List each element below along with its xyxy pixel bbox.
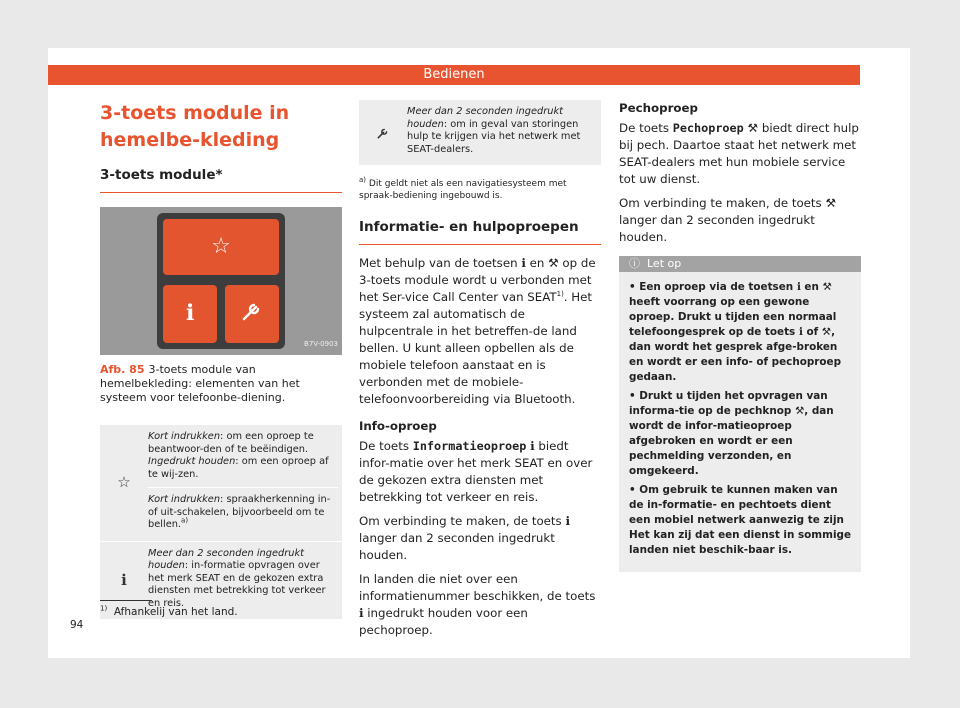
note-item: • Een oproep via de toetsen ℹ en ⚒ heeft voorrang op een gewone oproep. Drukt u tijden een normaal telefoongesprek op de toets ℹ of ⚒, dan wordt het gesprek afge-broken en wordt er een info- of pechoproep gedaan.: [629, 281, 842, 383]
text: heeft voorrang op een gewone oproep. Drukt u tijden een normaal telefoongesprek op de toets: [629, 296, 837, 338]
wrench-icon: ⚒: [825, 196, 837, 210]
text: langer dan 2 seconden ingedrukt houden.: [359, 531, 555, 562]
wrench-icon: ⚒: [822, 281, 832, 293]
footnote-text: Dit geldt niet als een navigatiesysteem met spraak-bediening ingebouwd is.: [359, 179, 567, 201]
note-body: [619, 272, 861, 572]
table-term: Meer dan 2 seconden ingedrukt houden: [148, 547, 304, 571]
table-cell: [407, 100, 601, 165]
footnote-marker: 1): [556, 290, 564, 299]
table-text: : in-formatie opvragen over het merk SEAT en de gekozen extra diensten met betrekking tot verkeer en reis.: [148, 560, 326, 609]
figure-three-button-module: [100, 207, 342, 355]
footnote-marker: a): [359, 176, 367, 184]
text: De toets: [619, 121, 669, 135]
info-icon: ℹ: [530, 439, 535, 453]
text: Met behulp van de toetsen: [359, 256, 518, 270]
info-icon: ⓘ: [629, 257, 640, 270]
star-icon: ☆: [117, 473, 131, 492]
info-call-paragraph-3: [359, 571, 601, 639]
table-row: [359, 100, 601, 166]
wrench-button: [225, 285, 279, 343]
table-text: : spraakherkenning in- of uit-schakelen, bijvoorbeeld om te bellen.: [148, 494, 331, 530]
text: en: [529, 256, 545, 270]
text: op de 3-toets module wordt u verbonden met het Ser-vice Call Center van SEAT: [359, 256, 596, 304]
page-number: 94: [70, 619, 84, 631]
table-cell: [148, 425, 342, 541]
figure-caption-label: Afb. 85: [100, 363, 145, 376]
note-title: Let op: [647, 257, 682, 270]
page-header: Bedienen: [48, 65, 860, 85]
table-text: : om een oproep te beantwoor-den of te beëindigen.: [148, 431, 314, 455]
key-label: Pechoproep: [672, 121, 744, 135]
text: en: [804, 281, 819, 293]
text: In landen die niet over een informatienummer beschikken, de toets: [359, 572, 596, 603]
info-icon: ℹ: [185, 301, 195, 326]
text: Een oproep via de toetsen: [639, 281, 794, 293]
info-icon: ℹ: [798, 326, 803, 338]
text: , dan wordt het gesprek afge-broken en wordt er een info- of pechoproep gedaan.: [629, 326, 842, 383]
column-left: [100, 100, 342, 620]
note-box: [619, 256, 861, 572]
text: Drukt u tijden het opvragen van informa-tie op de pechknop: [629, 390, 828, 417]
wrench-icon: [359, 100, 407, 165]
info-call-paragraph-2: [359, 513, 601, 564]
text: . Het systeem zal automatisch de hulpcentrale in het betreffen-de land bellen. U kunt alleen opbellen als de mobiele telefoon aanstaat en is verbonden met de mobiele-telefoonvoorbereiding via Bluetooth.: [359, 290, 593, 406]
wrench-icon: ⚒: [794, 405, 805, 417]
key-label: Informatieoproep: [412, 439, 527, 453]
text: biedt direct hulp bij pech. Daartoe staat het netwerk met SEAT-dealers met hun mobiele service tot uw dienst.: [619, 121, 859, 186]
figure-caption: [100, 363, 342, 405]
button-module: [157, 213, 285, 349]
figure-reference: B7V-0903: [304, 340, 338, 348]
table-term: Kort indrukken: [148, 494, 221, 505]
info-icon: ℹ: [359, 606, 364, 620]
function-table-continued: [359, 100, 601, 166]
table-row: [100, 425, 342, 542]
info-intro: [359, 255, 601, 408]
info-section-title: Informatie- en hulpoproepen: [359, 218, 601, 245]
info-icon: ℹ: [121, 570, 127, 589]
table-text: : om in geval van storingen hulp te krijgen via het netwerk met SEAT-dealers.: [407, 118, 581, 155]
figure-caption-text: 3-toets module van hemelbekleding: elementen van het systeem voor telefoonbe-diening.: [100, 363, 300, 404]
table-term: Meer dan 2 seconden ingedrukt houden: [407, 106, 563, 130]
text: De toets: [359, 439, 409, 453]
text: biedt infor-matie over het merk SEAT en over de gekozen extra diensten met betrekking tot verkeer en reis.: [359, 439, 593, 504]
text: Om verbinding te maken, de toets: [619, 196, 822, 210]
note-item: • Om gebruik te kunnen maken van de in-formatie- en pechtoets dient een mobiel netwerk aanwezig te zijn Het kan zij dat een dienst in sommige landen niet beschik-baar is.: [629, 484, 852, 556]
column-middle: [359, 100, 601, 646]
text: ingedrukt houden voor een pechoproep.: [359, 606, 528, 637]
text: Om verbinding te maken, de toets: [359, 514, 562, 528]
page-footnote: [100, 606, 238, 618]
column-right: [619, 100, 861, 572]
note-header: [629, 256, 681, 272]
breakdown-paragraph-1: [619, 120, 861, 188]
table-term: Kort indrukken: [148, 431, 221, 442]
footnote-marker: a): [181, 516, 189, 525]
wrench-icon: ⚒: [747, 121, 759, 135]
text: langer dan 2 seconden ingedrukt houden.: [619, 213, 815, 244]
info-call-paragraph-1: [359, 438, 601, 506]
wrench-icon: ⚒: [548, 256, 559, 270]
section-title: 3-toets module in hemelbe-kleding: [100, 102, 290, 151]
text: Om gebruik te kunnen maken van de in-formatie- en pechtoets dient een mobiel netwerk aanwezig te zijn Het kan zij dat een dienst in sommige landen niet beschik-baar is.: [629, 484, 852, 556]
function-table: [100, 425, 342, 620]
text: of: [806, 326, 819, 338]
table-term: Ingedrukt houden: [148, 456, 236, 467]
table-footnote: [359, 178, 601, 202]
note-item: • Drukt u tijden het opvragen van informa-tie op de pechknop ⚒, dan wordt de infor-matieoproep afgebroken en wordt er een pechmelding verzonden, en omgekeerd.: [629, 390, 834, 477]
info-icon: ℹ: [796, 281, 801, 293]
wrench-icon: [225, 299, 279, 329]
info-icon: ℹ: [565, 514, 570, 528]
footnote-rule: [100, 600, 152, 601]
info-button: [163, 285, 217, 343]
info-icon: ℹ: [521, 256, 526, 270]
text: , dan wordt de infor-matieoproep afgebroken en wordt er een pechmelding verzonden, en omgekeerd.: [629, 405, 834, 477]
footnote-marker: 1): [100, 604, 108, 613]
star-icon: ☆: [211, 234, 231, 259]
breakdown-paragraph-2: [619, 195, 861, 246]
info-call-title: Info-oproep: [359, 419, 437, 433]
table-text: : om een oproep af te wij-zen.: [148, 456, 329, 480]
star-button: [163, 219, 279, 275]
breakdown-title: Pechoproep: [619, 101, 698, 115]
wrench-icon: ⚒: [821, 326, 832, 338]
section-subtitle: 3-toets module*: [100, 166, 342, 193]
footnote-text: Afhankelij van het land.: [113, 606, 238, 618]
